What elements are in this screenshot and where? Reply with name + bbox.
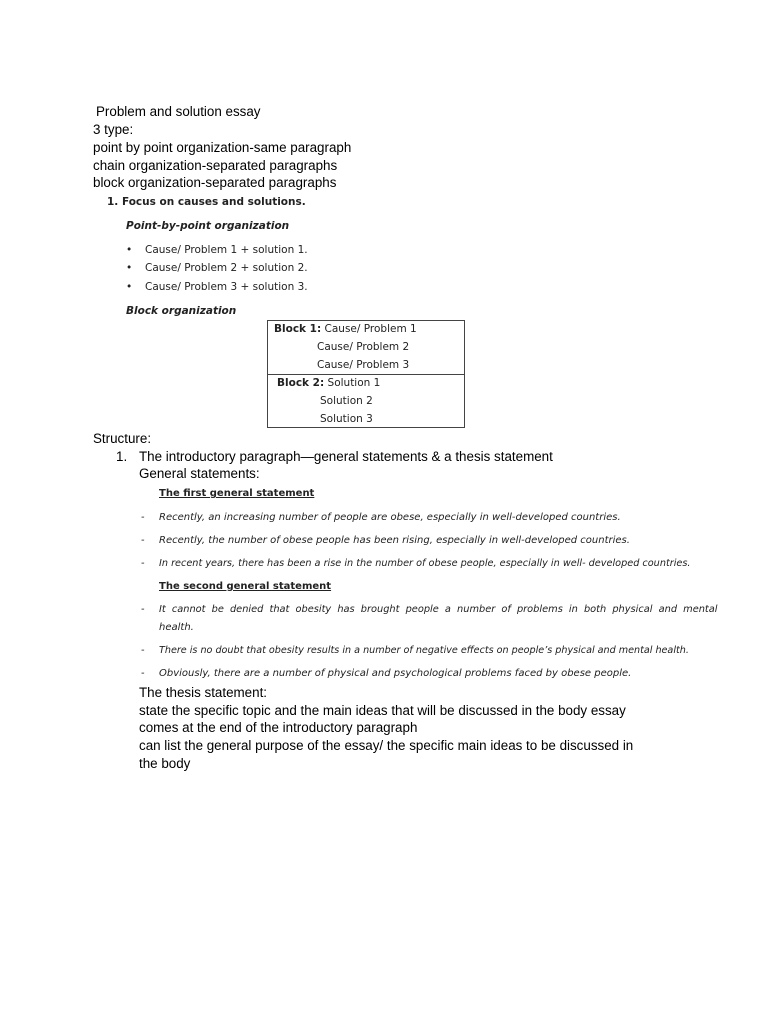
block1-item: Cause/ Problem 3: [317, 359, 410, 371]
dash-marker: -: [141, 668, 145, 679]
structure-item: The introductory paragraph—general statements & a thesis statement: [139, 449, 553, 464]
block1-row: Block 1: Cause/ Problem 1: [274, 323, 417, 335]
structure-label: Structure:: [93, 431, 152, 446]
thesis-line: the body: [139, 756, 191, 771]
type-item: point by point organization-same paragraph: [93, 140, 352, 155]
block-organization-heading: Block organization: [126, 305, 237, 317]
statement-item: Recently, the number of obese people has been rising, especially in well-developed countries.: [159, 535, 630, 546]
block2-item: Solution 3: [320, 413, 373, 425]
thesis-line: state the specific topic and the main ideas that will be discussed in the body essay: [139, 703, 626, 718]
block-organization-table: [267, 320, 465, 428]
bullet-icon: •: [126, 281, 133, 293]
bullet-icon: •: [126, 262, 133, 274]
second-statement-title: The second general statement: [159, 581, 332, 592]
dash-marker: -: [141, 604, 145, 615]
statement-item: Recently, an increasing number of people are obese, especially in well-developed countries.: [159, 512, 621, 523]
block1-item: Cause/ Problem 2: [317, 341, 410, 353]
statement-item: In recent years, there has been a rise in the number of obese people, especially in well- developed countries.: [159, 558, 691, 569]
statement-item: Obviously, there are a number of physical and psychological problems faced by obese people.: [159, 668, 632, 679]
statement-item: There is no doubt that obesity results in a number of negative effects on people’s physical and mental health.: [159, 645, 689, 656]
statement-item-continued: health.: [159, 622, 194, 633]
list-number: 1.: [116, 449, 128, 464]
types-label: 3 type:: [93, 122, 134, 137]
block1-label: Block 1:: [274, 323, 322, 335]
general-statements-label: General statements:: [139, 466, 260, 481]
dash-marker: -: [141, 558, 145, 569]
dash-marker: -: [141, 512, 145, 523]
point-by-point-heading: Point-by-point organization: [126, 220, 290, 232]
bullet-item: • Cause/ Problem 3 + solution 3.: [126, 281, 308, 293]
figure-heading: 1. Focus on causes and solutions.: [107, 196, 306, 208]
block2-label: Block 2:: [277, 377, 325, 389]
thesis-line: can list the general purpose of the essay/ the specific main ideas to be discussed in: [139, 738, 634, 753]
bullet-item: • Cause/ Problem 1 + solution 1.: [126, 244, 308, 256]
thesis-line: comes at the end of the introductory paragraph: [139, 720, 418, 735]
block2-item: Solution 2: [320, 395, 373, 407]
block2-row: Block 2: Solution 1: [277, 377, 381, 389]
first-statement-title: The first general statement: [159, 488, 315, 499]
essay-title: Problem and solution essay: [96, 104, 261, 119]
table-divider: [268, 374, 464, 375]
thesis-label: The thesis statement:: [139, 685, 268, 700]
type-item: chain organization-separated paragraphs: [93, 158, 338, 173]
bullet-icon: •: [126, 244, 133, 256]
bullet-item: • Cause/ Problem 2 + solution 2.: [126, 262, 308, 274]
dash-marker: -: [141, 535, 145, 546]
type-item: block organization-separated paragraphs: [93, 175, 337, 190]
statement-item: It cannot be denied that obesity has brought people a number of problems in both physical and mental: [159, 604, 718, 615]
dash-marker: -: [141, 645, 145, 656]
